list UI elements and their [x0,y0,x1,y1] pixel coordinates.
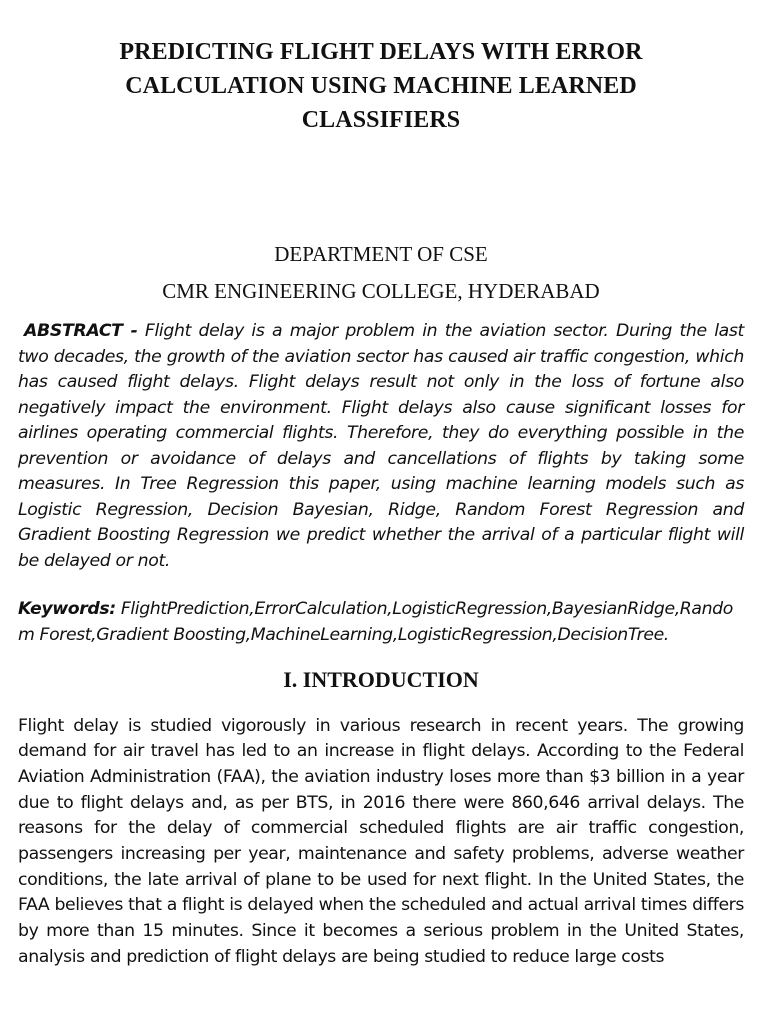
title-line-2: CALCULATION USING MACHINE LEARNED [125,73,637,99]
keywords-label: Keywords: [18,599,116,619]
title-line-3: CLASSIFIERS [301,107,461,133]
paper-title [18,35,744,137]
keywords-paragraph [18,597,744,648]
author-college: CMR ENGINEERING COLLEGE, HYDERABAD [162,279,600,303]
author-department: DEPARTMENT OF CSE [274,242,488,266]
title-line-1: PREDICTING FLIGHT DELAYS WITH ERROR [119,39,643,65]
abstract-text: Flight delay is a major problem in the aviation sector. During the last two decades, the growth of the aviation sector has caused air traffic congestion, which has caused flight delays. Flight delays result not only in the loss of fortune also negatively impact the environment. Flight delays also cause significant losses for airlines operating commercial flights. Therefore, they do everything possible in the prevention or avoidance of delays and cancellations of flights by taking some measures. In Tree Regression this paper, using machine learning models such as Logistic Regression, Decision Bayesian, Ridge, Random Forest Regression and Gradient Boosting Regression we predict whether the arrival of a particular flight will be delayed or not. [18,321,744,571]
section-heading-introduction: I. INTRODUCTION [283,667,479,693]
introduction-paragraph: Flight delay is studied vigorously in various research in recent years. The growing demand for air travel has led to an increase in flight delays. According to the Federal Aviation Administration (FAA), the aviation industry loses more than $3 billion in a year due to flight delays and, as per BTS, in 2016 there were 860,646 arrival delays. The reasons for the delay of commercial scheduled flights are air traffic congestion, passengers increasing per year, maintenance and safety problems, adverse weather conditions, the late arrival of plane to be used for next flight. In the United States, the FAA believes that a flight is delayed when the scheduled and actual arrival times differs by more than 15 minutes. Since it becomes a serious problem in the United States, analysis and prediction of flight delays are being studied to reduce large costs [18,715,744,967]
keywords-text: FlightPrediction,ErrorCalculation,LogisticRegression,BayesianRidge,Random Forest,Gradient Boosting,MachineLearning,LogisticRegression,DecisionTree. [18,599,733,645]
abstract-label: ABSTRACT - [24,321,138,341]
abstract-paragraph [18,319,744,574]
